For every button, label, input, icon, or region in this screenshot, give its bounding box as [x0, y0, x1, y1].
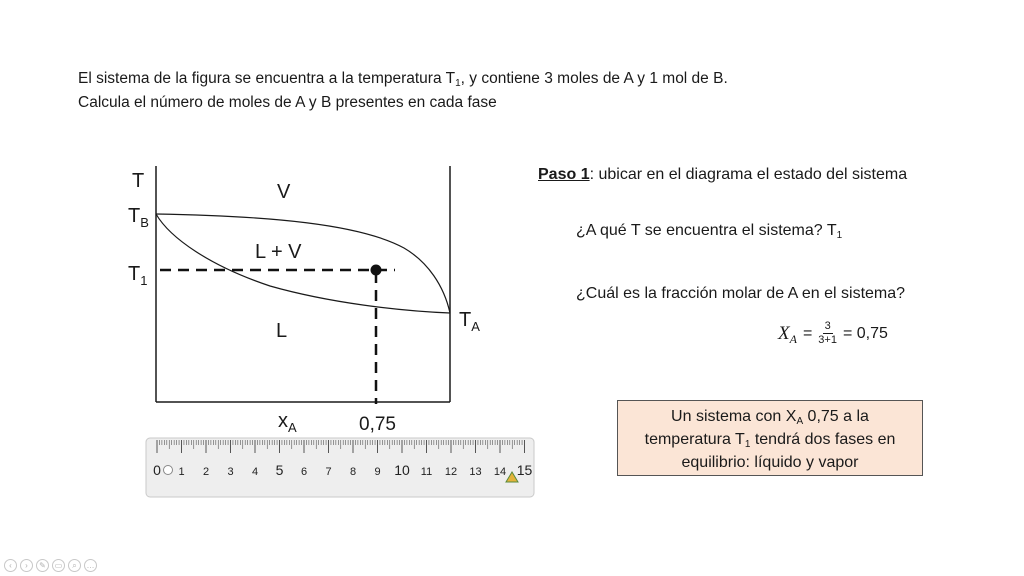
ruler-number: 8 — [349, 466, 357, 478]
problem-line-2: Calcula el número de moles de A y B presentes en cada fase — [78, 94, 497, 111]
zoom-icon[interactable]: ⌕ — [68, 559, 81, 572]
liquid-curve — [156, 214, 450, 313]
tb-label: $T_B$ — [128, 205, 149, 230]
paso-1 — [538, 166, 907, 184]
ruler-number: 11 — [420, 466, 433, 478]
formula-variable: $X_A$ — [778, 322, 797, 346]
ruler-number: 14 — [493, 466, 507, 478]
region-v-label: V — [277, 181, 291, 203]
callout-line-2: temperatura $T_1$ tendrá dos fases en — [644, 431, 896, 450]
callout-line-3: equilibrio: líquido y vapor — [681, 454, 859, 471]
vapor-curve — [156, 214, 450, 313]
ruler-number: 7 — [325, 466, 332, 478]
prev-icon[interactable]: ‹ — [4, 559, 17, 572]
ruler-number: 4 — [251, 466, 259, 478]
ruler-number: 6 — [300, 466, 308, 478]
callout-line-1: Un sistema con $X_A$ 0,75 a la — [671, 408, 869, 427]
ta-label: $T_A$ — [459, 309, 480, 334]
question-mole-fraction: ¿Cuál es la fracción molar de A en el sistema? — [576, 285, 906, 302]
more-icon[interactable]: … — [84, 559, 97, 572]
formula-fraction — [818, 320, 837, 347]
formula-denominator: 3+1 — [818, 334, 837, 346]
formula-numerator: 3 — [824, 320, 831, 332]
slideshow-controls — [4, 559, 97, 572]
view-icon[interactable]: ▭ — [52, 559, 65, 572]
ruler[interactable] — [146, 438, 534, 497]
system-point — [371, 265, 382, 276]
x-value-label: 0,75 — [359, 414, 396, 435]
formula-result: = 0,75 — [842, 324, 888, 342]
conclusion-callout — [617, 400, 923, 476]
ruler-number: 3 — [227, 466, 234, 478]
ruler-number: 0 — [153, 462, 161, 478]
ruler-number: 15 — [516, 462, 533, 478]
mole-fraction-formula — [778, 320, 888, 347]
region-l-label: L — [276, 320, 288, 342]
ruler-number: 12 — [444, 466, 458, 478]
formula-equals: = — [802, 324, 813, 342]
paso-heading: Paso 1 — [538, 166, 590, 183]
region-lv-label: L + V — [255, 241, 302, 263]
paso-text: : ubicar en el diagrama el estado del sistema — [589, 166, 908, 183]
ruler-rotate-handle[interactable] — [164, 466, 173, 475]
question-temperature: ¿A qué T se encuentra el sistema? $T_1$ — [576, 222, 843, 241]
problem-line-1: El sistema de la figura se encuentra a la temperatura $T_1$, y contiene 3 moles de A y 1 mol de B. — [78, 70, 728, 89]
ruler-number: 2 — [202, 466, 210, 478]
ruler-number: 10 — [394, 462, 410, 478]
next-icon[interactable]: › — [20, 559, 33, 572]
axis-x-label: $x_A$ — [278, 410, 297, 435]
ruler-number: 9 — [374, 466, 381, 478]
ruler-number: 13 — [469, 466, 482, 478]
ruler-number: 5 — [275, 462, 284, 478]
t1-label: $T_1$ — [128, 263, 148, 288]
ruler-number: 1 — [178, 466, 185, 478]
pen-icon[interactable]: ✎ — [36, 559, 49, 572]
axis-y-label: T — [132, 170, 145, 192]
